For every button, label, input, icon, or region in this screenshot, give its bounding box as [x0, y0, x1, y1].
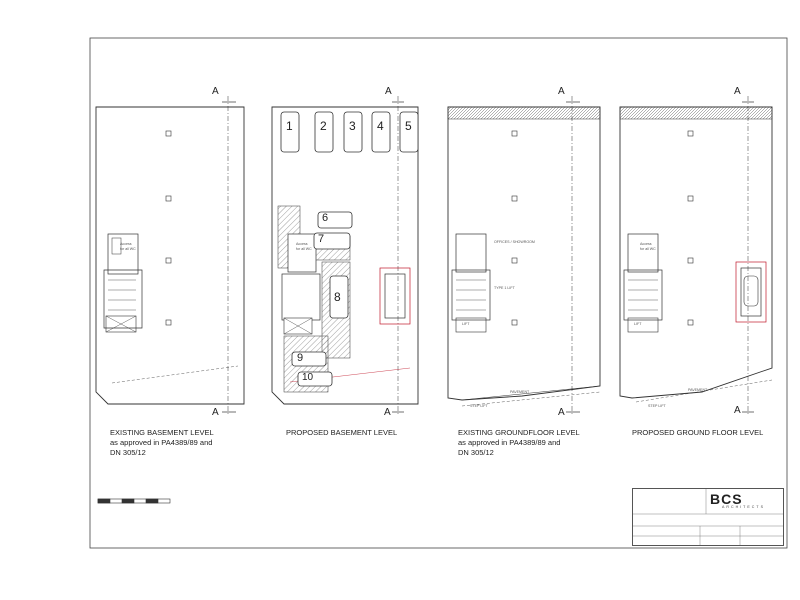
room-label-pavement: PAVEMENT [688, 388, 708, 392]
section-marker: A [558, 86, 565, 97]
caption-line: DN 305/12 [458, 448, 494, 457]
section-marker: A [734, 405, 741, 416]
parking-bay-number: 6 [322, 212, 329, 224]
section-marker: A [212, 86, 219, 97]
caption-proposed-groundfloor [632, 428, 763, 438]
caption-line: PROPOSED GROUND FLOOR LEVEL [632, 428, 764, 437]
caption-line: PROPOSED BASEMENT LEVEL [286, 428, 398, 437]
plan-existing-groundfloor [448, 96, 600, 416]
parking-bay-number: 2 [320, 119, 327, 133]
room-label-pavement: PAVEMENT [510, 390, 530, 394]
room-label-access-wc: Access for all WC [296, 242, 312, 251]
firm-logo-subtitle: ARCHITECTS [722, 505, 765, 509]
plan-existing-basement [96, 96, 244, 416]
parking-bay-number: 4 [377, 119, 384, 133]
room-label-offices: OFFICES / SHOWROOM [494, 240, 535, 244]
caption-line: as approved in PA4389/89 and [458, 438, 561, 447]
caption-line: as approved in PA4389/89 and [110, 438, 213, 447]
parking-bay-number: 7 [318, 233, 325, 245]
room-label-access-wc: Access for all WC [640, 242, 656, 251]
room-label-lift: LIFT [462, 322, 470, 326]
section-marker: A [385, 86, 392, 97]
parking-bay-number: 8 [334, 290, 341, 304]
caption-existing-basement [110, 428, 214, 458]
parking-bay-number: 3 [349, 119, 356, 133]
section-marker: A [734, 86, 741, 97]
caption-line: EXISTING GROUNDFLOOR LEVEL [458, 428, 580, 437]
firm-logo: BCS [710, 491, 743, 507]
caption-existing-groundfloor [458, 428, 580, 458]
parking-bay-number: 1 [286, 119, 293, 133]
parking-bay-number: 9 [297, 352, 304, 364]
room-label-access-wc: Access for all WC [120, 242, 136, 251]
parking-bay-number: 10 [302, 372, 314, 383]
caption-line: DN 305/12 [110, 448, 146, 457]
room-label-step-lift: STEP LIFT [648, 404, 666, 408]
room-label-type1-lift: TYPE 1 LIFT [494, 286, 515, 290]
scale-bar [98, 499, 170, 503]
section-marker: A [384, 407, 391, 418]
room-label-step-lift: STEP LIFT [470, 404, 488, 408]
section-marker: A [558, 407, 565, 418]
parking-bay-number: 5 [405, 119, 412, 133]
section-marker: A [212, 407, 219, 418]
room-label-lift: LIFT [634, 322, 642, 326]
plan-proposed-groundfloor [620, 96, 772, 416]
caption-proposed-basement [286, 428, 397, 438]
title-block [632, 488, 784, 546]
caption-line: EXISTING BASEMENT LEVEL [110, 428, 214, 437]
